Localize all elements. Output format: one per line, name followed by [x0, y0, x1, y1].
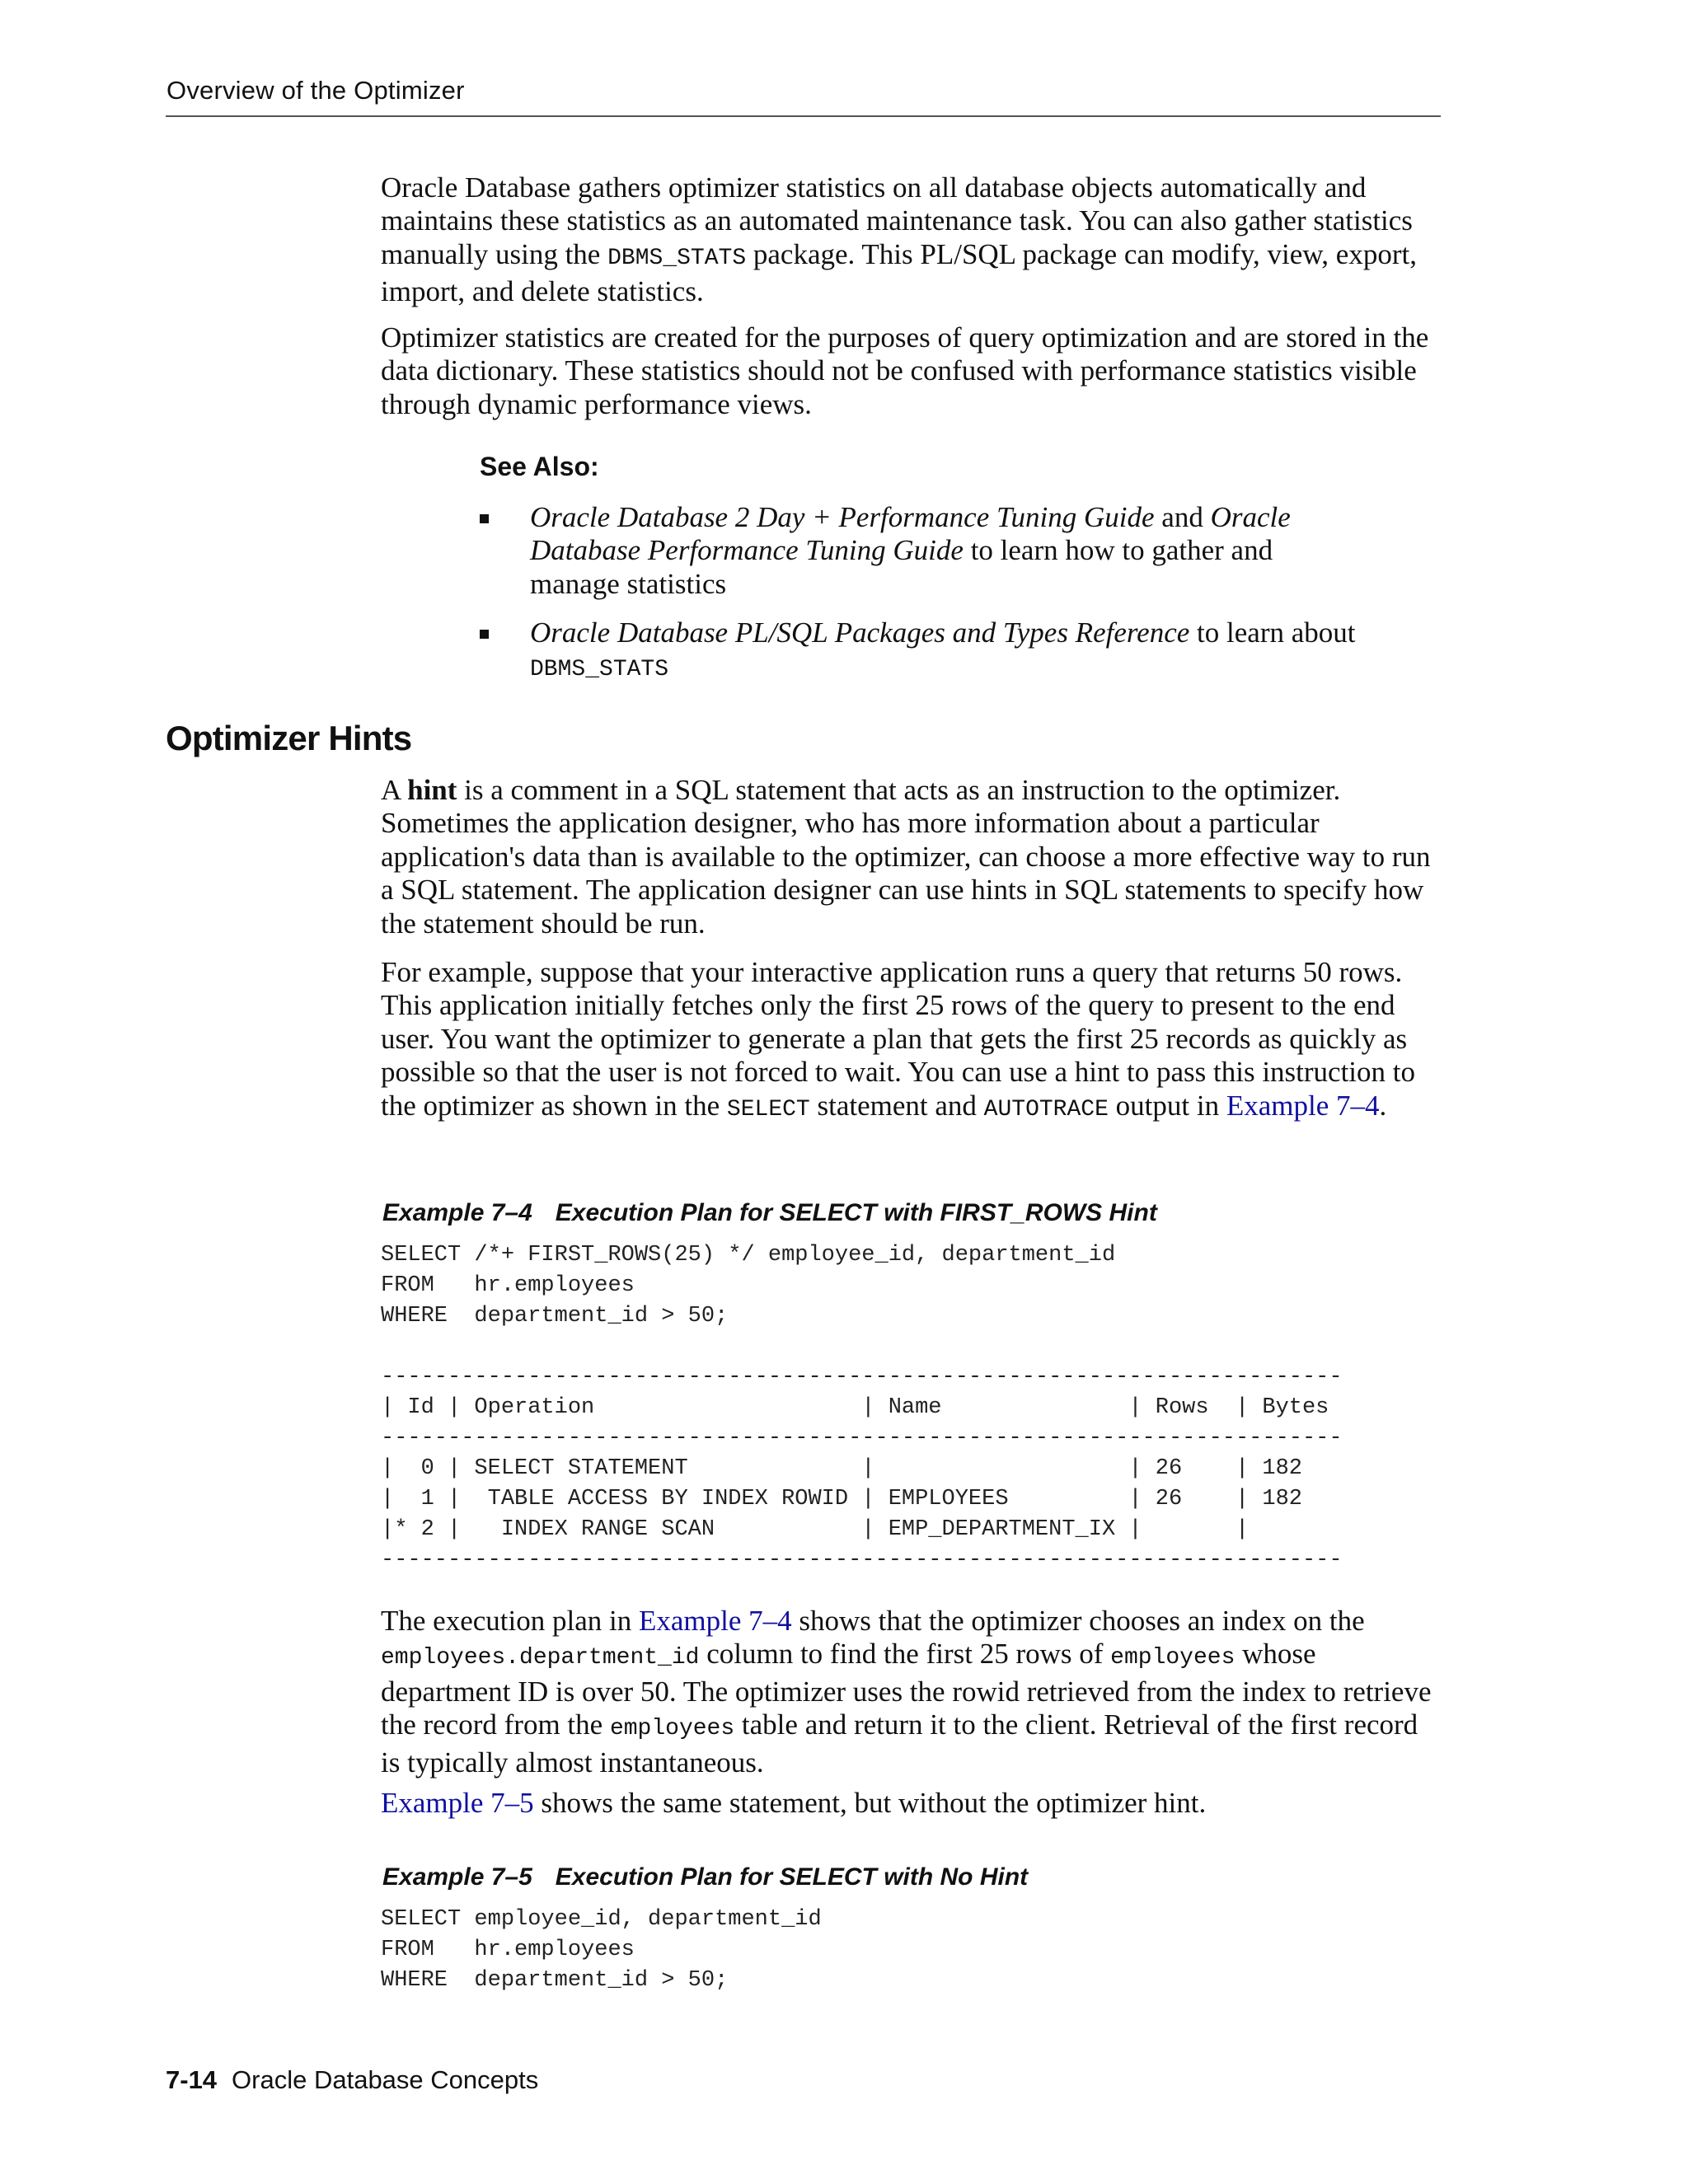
intro-paragraph-1	[381, 171, 1444, 309]
example-7-4-link[interactable]: Example 7–4	[1226, 1089, 1380, 1122]
explain-text-2: shows the same statement, but without the optimizer hint.	[533, 1787, 1207, 1819]
example-caption: Execution Plan for SELECT with FIRST_ROWS Hint	[555, 1199, 1157, 1226]
ref-plsql-packages-reference[interactable]: Oracle Database PL/SQL Packages and Types Reference	[530, 616, 1190, 649]
explain-text-b: shows that the optimizer chooses an index on the	[791, 1605, 1365, 1637]
example-7-5-title	[382, 1863, 1028, 1891]
example-label: Example 7–5	[382, 1863, 532, 1891]
page-footer	[166, 2065, 538, 2095]
intro-paragraph-2	[381, 321, 1444, 421]
see-also-and: and	[1154, 501, 1211, 533]
ref-performance-tuning-guide[interactable]: Oracle Database Performance Tuning Guide	[530, 501, 1291, 567]
hints-text-1a: A	[381, 774, 408, 806]
explain-text-c: column to find the first 25 rows of	[699, 1638, 1111, 1671]
see-also-item-2	[480, 616, 1362, 687]
table-code: employees	[1110, 1645, 1236, 1671]
select-code: SELECT	[726, 1096, 810, 1122]
dbms-stats-code: DBMS_STATS	[530, 657, 669, 683]
example-caption: Execution Plan for SELECT with No Hint	[555, 1863, 1029, 1891]
book-title: Oracle Database Concepts	[232, 2065, 539, 2094]
example-7-4-title	[382, 1199, 1157, 1227]
hints-text-2b: statement and	[809, 1089, 984, 1122]
see-also-title: See Also:	[480, 452, 599, 481]
bullet-square-icon	[480, 514, 489, 523]
hints-text-2a: For example, suppose that your interactive application runs a query that returns 50 rows. This application initially fetches only the first 25 rows of the query to present to the end user. You want the optimizer to generate a plan that gets the first 25 records as quickly as possible so that the user is not forced to wait. You can use a hint to pass this instruction to the optimizer as shown in the	[381, 956, 1416, 1122]
hints-paragraph-2	[381, 956, 1444, 1127]
table-code: employees	[609, 1716, 735, 1742]
hints-paragraph-1	[381, 774, 1444, 940]
example-label: Example 7–4	[382, 1199, 532, 1226]
see-also-item-1-rest: to learn how to gather and manage statistics	[530, 534, 1273, 600]
explain-text-a: The execution plan in	[381, 1605, 639, 1637]
running-header: Overview of the Optimizer	[166, 76, 465, 105]
intro-text-1b: package. This PL/SQL package can modify, view, export, import, and delete statistics.	[381, 237, 1417, 308]
intro-text-1a: Oracle Database gathers optimizer statistics on all database objects automatically and maintains these statistics as an automated maintenance task. You can also gather statistics manually using the	[381, 171, 1413, 270]
hints-text-2c: output in	[1108, 1089, 1226, 1122]
hints-text-1b: is a comment in a SQL statement that acts as an instruction to the optimizer. Sometimes the application designer, who has more information about a particular application's data than is available to the optimizer, can choose a more effective way to run a SQL statement. The application designer can use hints in SQL statements to specify how the statement should be run.	[381, 774, 1431, 940]
ref-2day-tuning-guide[interactable]: Oracle Database 2 Day + Performance Tuning Guide	[530, 501, 1155, 533]
example-7-4-code: SELECT /*+ FIRST_ROWS(25) */ employee_id, department_id FROM hr.employees WHERE department_id > 50; ------------------------------------------------------------------------ | Id | Operation | Name | Rows | Bytes ------------------------------------------------------------------------ | 0 | SELECT STATEMENT | | 26 | 182 | 1 | TABLE ACCESS BY INDEX ROWID | EMPLOYEES | 26 | 182 |* 2 | INDEX RANGE SCAN | EMP_DEPARTMENT_IX | | ------------------------------------------------------------------------	[381, 1243, 1343, 1572]
example-7-5-code: SELECT employee_id, department_id FROM hr.employees WHERE department_id > 50;	[381, 1907, 822, 1993]
explain-text-e: table and return it to the client. Retrieval of the first record is typically almost instantaneous.	[381, 1708, 1418, 1779]
see-also-item-2-rest: to learn about	[1189, 616, 1356, 649]
example-7-5-link[interactable]: Example 7–5	[381, 1787, 534, 1819]
hints-text-2-end: .	[1379, 1089, 1387, 1122]
autotrace-code: AUTOTRACE	[983, 1096, 1109, 1122]
column-code: employees.department_id	[381, 1645, 700, 1671]
explanation-paragraph-2	[381, 1787, 1444, 1820]
example-7-4-link[interactable]: Example 7–4	[638, 1605, 792, 1637]
explanation-paragraph-1	[381, 1605, 1444, 1779]
dbms-stats-code: DBMS_STATS	[607, 245, 747, 271]
header-divider	[166, 115, 1441, 117]
page-number: 7-14	[166, 2065, 218, 2094]
explain-text-d: whose department ID is over 50. The optimizer uses the rowid retrieved from the index to retrieve the record from the	[381, 1638, 1432, 1741]
section-heading: Optimizer Hints	[166, 719, 412, 757]
intro-text-2: Optimizer statistics are created for the purposes of query optimization and are stored in the data dictionary. These statistics should not be confused with performance statistics visible through dynamic performance views.	[381, 321, 1429, 420]
term-hint: hint	[407, 774, 457, 806]
see-also-item-1	[480, 501, 1362, 601]
bullet-square-icon	[480, 630, 489, 639]
